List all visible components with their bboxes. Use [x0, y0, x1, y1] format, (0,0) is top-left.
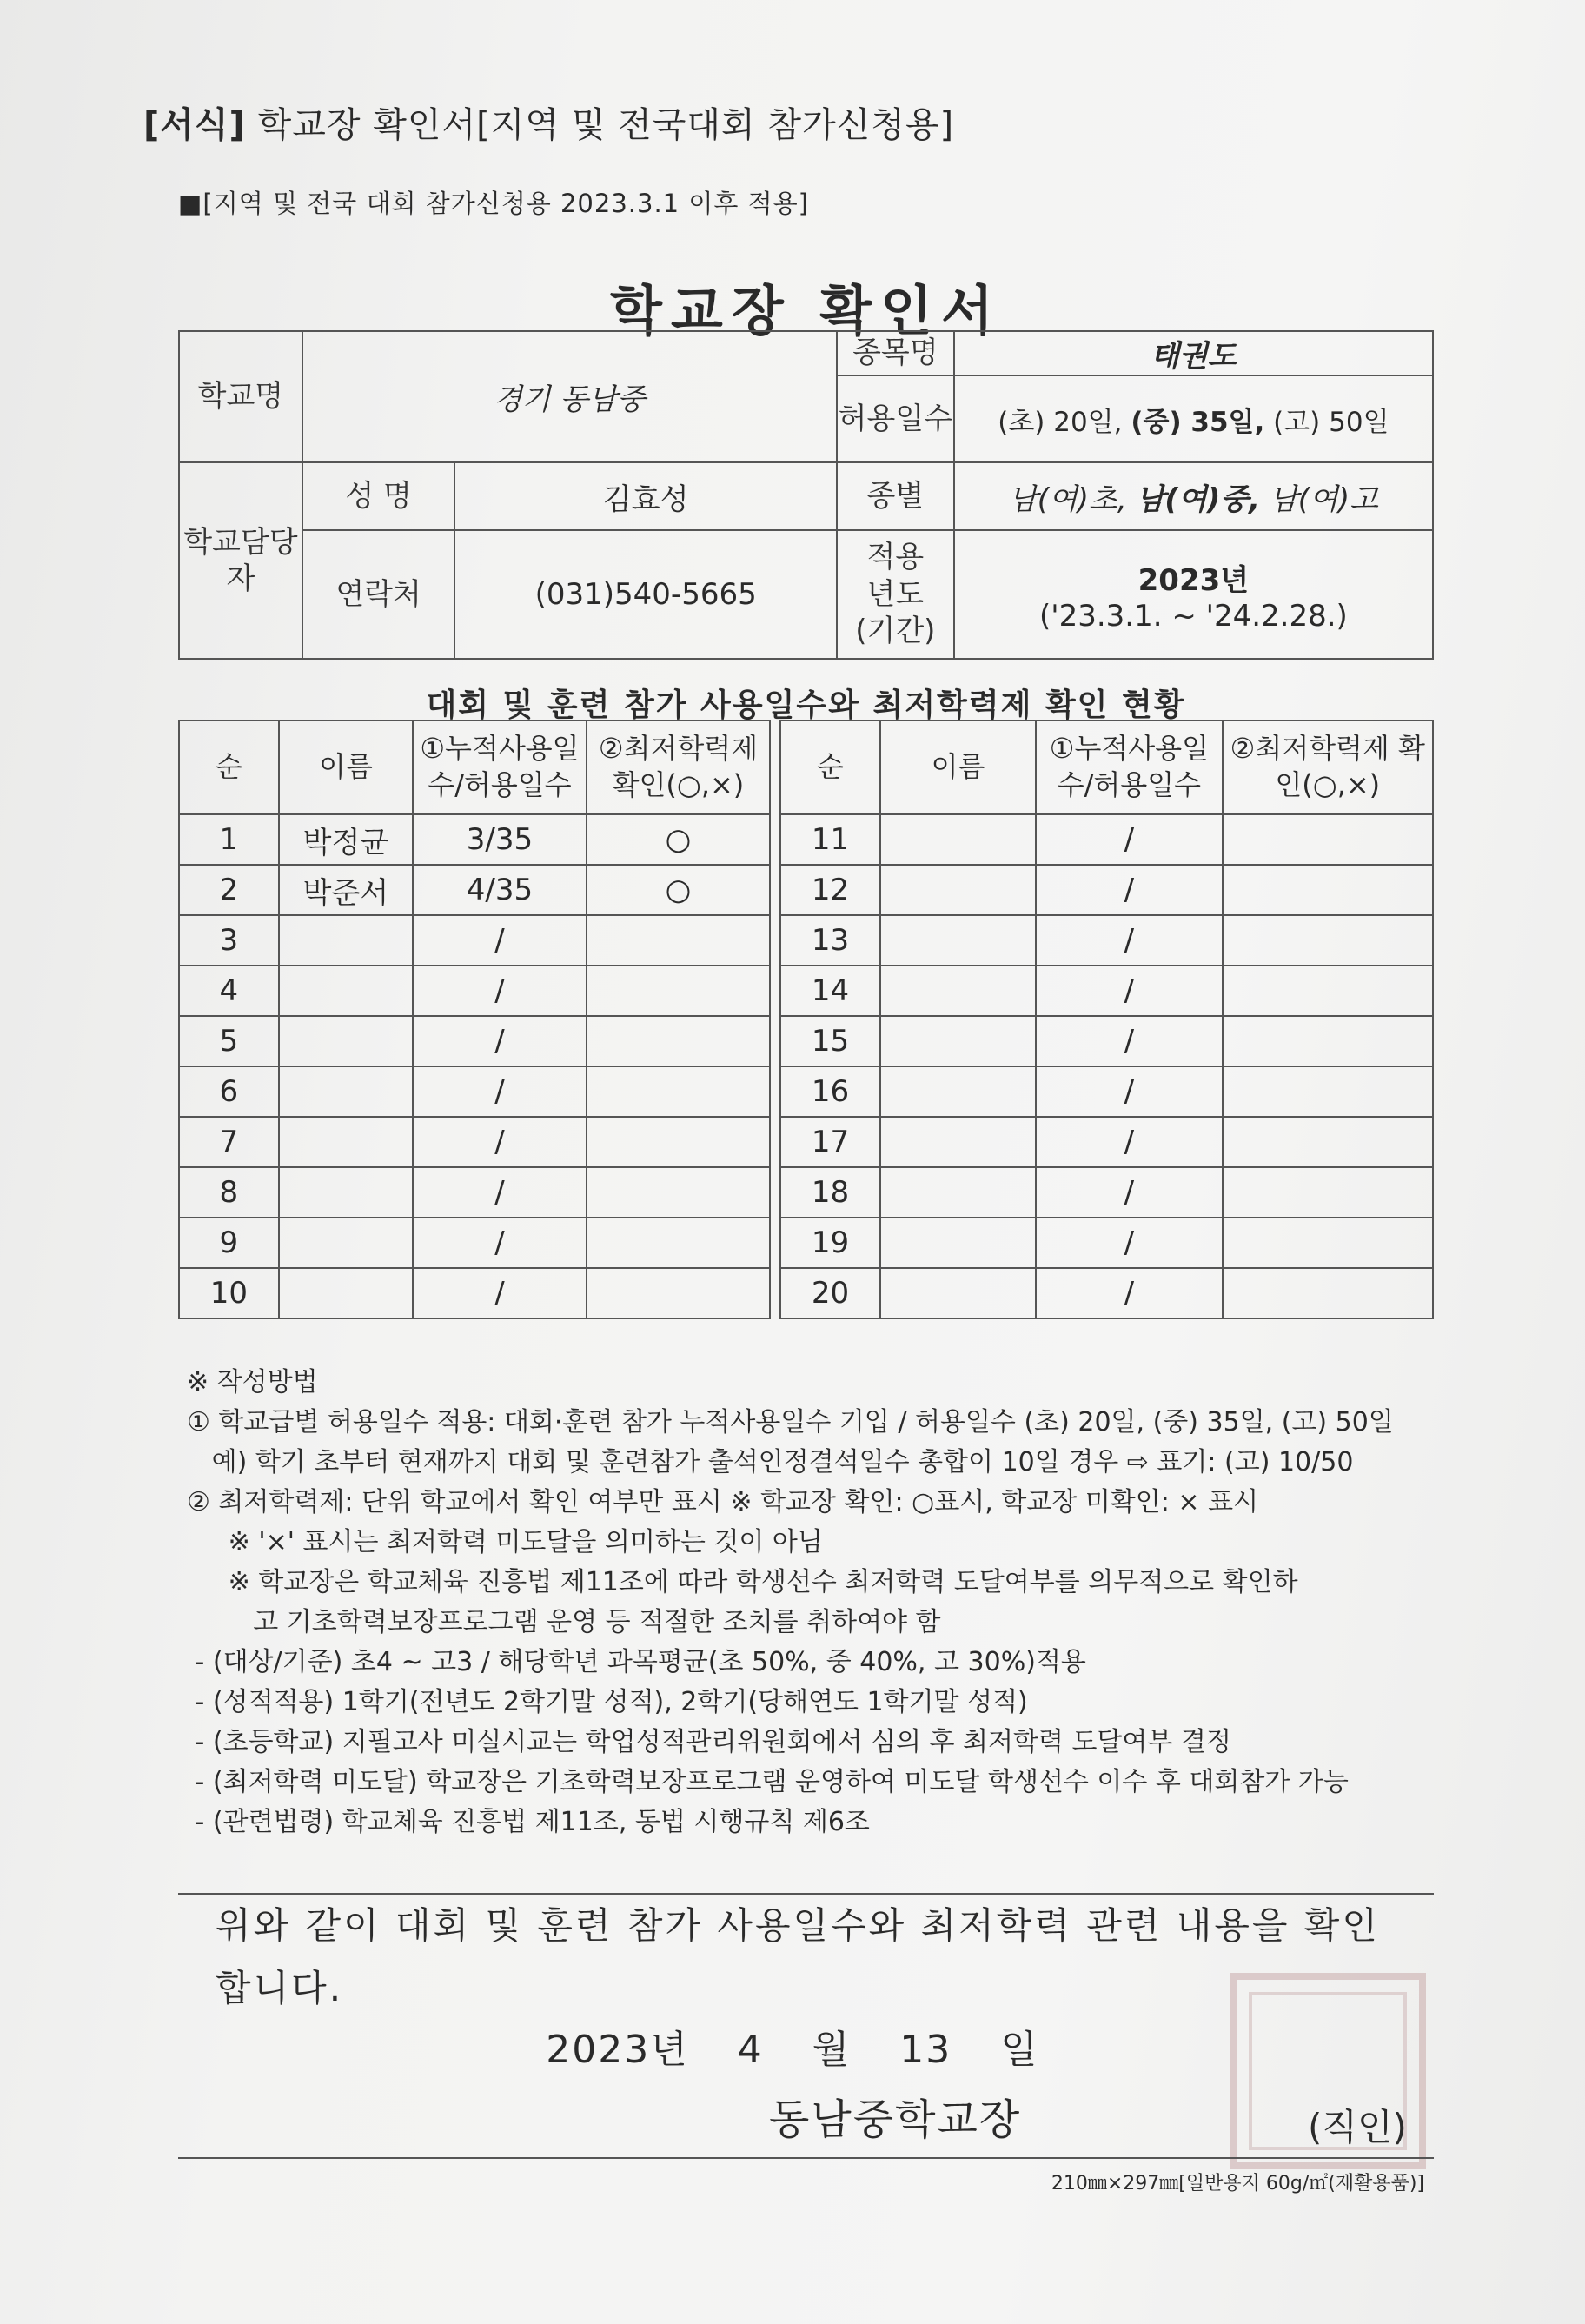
confirmation-text: 위와 같이 대회 및 훈련 참가 사용일수와 최저학력 관련 내용을 확인합니다.: [216, 1904, 1380, 2009]
gender-elementary: 남(여)초,: [1008, 481, 1127, 517]
header-check: ②최저학력제 확인(○,×): [587, 720, 771, 814]
note-line: - (관련법령) 학교체육 진흥법 제11조, 동법 시행규칙 제6조: [187, 1807, 870, 1837]
cell-no: 16: [780, 1066, 880, 1117]
cell-check: [1223, 915, 1433, 966]
seal-mark: (직인): [1308, 2106, 1407, 2148]
form-title: 학교장 확인서[지역 및 전국대회 참가신청용]: [257, 105, 955, 145]
cell-no: 11: [780, 814, 880, 865]
cell-no: 14: [780, 966, 880, 1016]
table-header-row: [179, 720, 1433, 814]
cell-no: 13: [780, 915, 880, 966]
participation-table: [178, 720, 1434, 1319]
period-range: ('23.3.1. ~ '24.2.28.): [1038, 598, 1348, 634]
date-year: 2023년: [546, 2028, 689, 2072]
cell-no: 8: [179, 1167, 279, 1218]
gender-middle: 남(여)중,: [1136, 481, 1261, 517]
note-line: ① 학교급별 허용일수 적용: 대회·훈련 참가 누적사용일수 기입 / 허용일수 (초) 20일, (중) 35일, (고) 50일: [187, 1407, 1394, 1438]
column-gap: [770, 1167, 780, 1218]
cell-no: 15: [780, 1016, 880, 1066]
applicability-note: ■[지역 및 전국 대회 참가신청용 2023.3.1 이후 적용]: [178, 189, 809, 218]
note-line: ※ 학교장은 학교체육 진흥법 제11조에 따라 학생선수 최저학력 도달여부를 의무적으로 확인하: [187, 1567, 1298, 1597]
table-row: [179, 1016, 1433, 1066]
cell-check: [587, 1117, 771, 1167]
note-line: - (최저학력 미도달) 학교장은 기초학력보장프로그램 운영하여 미도달 학생선수 이수 후 대회참가 가능: [187, 1767, 1349, 1797]
form-tag-label: [서식]: [143, 105, 246, 145]
cell-name: [279, 1167, 414, 1218]
cell-days: /: [1036, 1066, 1222, 1117]
header-days: ①누적사용일수/허용일수: [1036, 720, 1222, 814]
table-row: [179, 1268, 1433, 1318]
name-label: 성 명: [302, 462, 455, 530]
cell-check: [1223, 1066, 1433, 1117]
school-name-value: 경기 동남중: [302, 331, 837, 462]
principal-title: 동남중학교장: [769, 2095, 1022, 2144]
cell-days: /: [413, 1268, 587, 1318]
note-line: ※ 작성방법: [187, 1367, 318, 1398]
cell-check: [587, 915, 771, 966]
cell-days: /: [413, 1117, 587, 1167]
cell-check: ○: [587, 814, 771, 865]
cell-no: 7: [179, 1117, 279, 1167]
header-check: ②최저학력제 확인(○,×): [1223, 720, 1433, 814]
event-value: 태권도: [954, 331, 1433, 375]
column-gap: [770, 966, 780, 1016]
document-title: 학교장 확인서: [610, 279, 1002, 342]
allowed-days-value: [954, 375, 1433, 462]
cell-check: ○: [587, 865, 771, 915]
cell-days: /: [1036, 814, 1222, 865]
cell-name: [279, 1016, 414, 1066]
cell-no: 3: [179, 915, 279, 966]
contact-label: 연락처: [302, 530, 455, 659]
date-day-label: 일: [1000, 2028, 1039, 2072]
cell-no: 6: [179, 1066, 279, 1117]
column-gap: [770, 814, 780, 865]
cell-name: 박정균: [279, 814, 414, 865]
period-label: 적용년도(기간): [837, 530, 954, 659]
cell-days: /: [1036, 865, 1222, 915]
cell-days: /: [1036, 966, 1222, 1016]
column-gap: [770, 1117, 780, 1167]
cell-name: [880, 1268, 1036, 1318]
header-no: 순: [179, 720, 279, 814]
header-name: 이름: [880, 720, 1036, 814]
period-value: [954, 530, 1433, 659]
cell-check: [1223, 1268, 1433, 1318]
gender-value: [954, 462, 1433, 530]
cell-no: 1: [179, 814, 279, 865]
cell-days: /: [1036, 1268, 1222, 1318]
cell-check: [587, 1066, 771, 1117]
cell-check: [587, 1016, 771, 1066]
cell-days: /: [1036, 1167, 1222, 1218]
header-name: 이름: [279, 720, 414, 814]
event-label: 종목명: [837, 331, 954, 375]
cell-no: 10: [179, 1268, 279, 1318]
cell-no: 20: [780, 1268, 880, 1318]
cell-name: [279, 1066, 414, 1117]
cell-name: [279, 1268, 414, 1318]
cell-check: [587, 966, 771, 1016]
table-row: [179, 865, 1433, 915]
note-line: - (성적적용) 1학기(전년도 2학기말 성적), 2학기(당해연도 1학기말 성적): [187, 1687, 1028, 1717]
paper-spec: 210㎜×297㎜[일반용지 60g/㎡(재활용품)]: [1051, 2173, 1424, 2195]
cell-check: [1223, 1167, 1433, 1218]
table-row: [179, 1167, 1433, 1218]
cell-no: 5: [179, 1016, 279, 1066]
cell-name: [880, 1218, 1036, 1268]
table-row: [179, 966, 1433, 1016]
note-line: - (초등학교) 지필고사 미실시교는 학업성적관리위원회에서 심의 후 최저학력 도달여부 결정: [187, 1727, 1231, 1757]
cell-days: /: [413, 1066, 587, 1117]
allowed-days-middle: (중) 35일,: [1131, 406, 1265, 438]
cell-days: /: [413, 1016, 587, 1066]
allowed-days-label: 허용일수: [837, 375, 954, 462]
allowed-days-elementary: (초) 20일,: [998, 406, 1123, 438]
cell-name: [880, 915, 1036, 966]
document-date: [0, 2018, 1585, 2074]
note-line: ② 최저학력제: 단위 학교에서 확인 여부만 표시 ※ 학교장 확인: ○표시, 학교장 미확인: × 표시: [187, 1487, 1259, 1517]
column-gap: [770, 865, 780, 915]
form-tag: [143, 97, 954, 147]
table-row: [179, 1218, 1433, 1268]
date-month: 4: [737, 2028, 764, 2072]
cell-days: /: [413, 966, 587, 1016]
note-line: 고 기초학력보장프로그램 운영 등 적절한 조치를 취하여야 함: [187, 1607, 941, 1637]
gender-label: 종별: [837, 462, 954, 530]
contact-value: (031)540-5665: [454, 530, 836, 659]
cell-check: [587, 1268, 771, 1318]
cell-days: /: [413, 1218, 587, 1268]
table-row: [179, 915, 1433, 966]
cell-name: [880, 1066, 1036, 1117]
cell-name: [880, 814, 1036, 865]
table-row: [179, 814, 1433, 865]
cell-days: /: [1036, 1016, 1222, 1066]
date-day: 13: [899, 2028, 952, 2072]
cell-check: [1223, 814, 1433, 865]
cell-no: 18: [780, 1167, 880, 1218]
school-name-label: 학교명: [179, 331, 302, 462]
column-gap: [770, 1268, 780, 1318]
cell-name: [279, 1117, 414, 1167]
cell-days: 4/35: [413, 865, 587, 915]
cell-name: [880, 1016, 1036, 1066]
cell-no: 2: [179, 865, 279, 915]
manager-name: 김효성: [454, 462, 836, 530]
allowed-days-high: (고) 50일: [1273, 406, 1389, 438]
cell-name: [279, 1218, 414, 1268]
cell-days: /: [1036, 1117, 1222, 1167]
section-title: 대회 및 훈련 참가 사용일수와 최저학력제 확인 현황: [426, 687, 1186, 723]
cell-days: /: [1036, 915, 1222, 966]
header-days: ①누적사용일수/허용일수: [413, 720, 587, 814]
header-no: 순: [780, 720, 880, 814]
table-row: [179, 1066, 1433, 1117]
cell-no: 9: [179, 1218, 279, 1268]
cell-check: [1223, 1016, 1433, 1066]
table-body: [179, 814, 1433, 1318]
cell-days: /: [413, 1167, 587, 1218]
cell-name: [279, 915, 414, 966]
cell-check: [587, 1218, 771, 1268]
cell-name: [880, 865, 1036, 915]
cell-name: [880, 1167, 1036, 1218]
cell-name: [880, 1117, 1036, 1167]
divider-bottom: [178, 2157, 1434, 2159]
cell-name: [279, 966, 414, 1016]
info-table: [178, 330, 1434, 660]
period-year: 2023년: [1137, 562, 1250, 598]
cell-name: [880, 966, 1036, 1016]
column-gap: [770, 1218, 780, 1268]
table-row: [179, 1117, 1433, 1167]
cell-days: 3/35: [413, 814, 587, 865]
cell-check: [1223, 865, 1433, 915]
column-gap: [770, 1066, 780, 1117]
cell-days: /: [413, 915, 587, 966]
cell-check: [587, 1167, 771, 1218]
cell-no: 19: [780, 1218, 880, 1268]
cell-no: 12: [780, 865, 880, 915]
column-gap: [770, 1016, 780, 1066]
column-gap: [770, 720, 780, 814]
cell-check: [1223, 1117, 1433, 1167]
manager-label: 학교담당자: [179, 462, 302, 659]
note-line: ※ '×' 표시는 최저학력 미도달을 의미하는 것이 아님: [187, 1527, 823, 1557]
cell-days: /: [1036, 1218, 1222, 1268]
date-month-label: 월: [812, 2028, 852, 2072]
column-gap: [770, 915, 780, 966]
cell-no: 17: [780, 1117, 880, 1167]
gender-high: 남(여)고: [1269, 481, 1378, 517]
cell-no: 4: [179, 966, 279, 1016]
cell-check: [1223, 1218, 1433, 1268]
cell-name: 박준서: [279, 865, 414, 915]
note-line: - (대상/기준) 초4 ~ 고3 / 해당학년 과목평균(초 50%, 중 40%, 고 30%)적용: [187, 1647, 1086, 1677]
note-line: 예) 학기 초부터 현재까지 대회 및 훈련참가 출석인정결석일수 총합이 10일 경우 ⇨ 표기: (고) 10/50: [187, 1447, 1354, 1477]
cell-check: [1223, 966, 1433, 1016]
instructions: [187, 1363, 1438, 1843]
